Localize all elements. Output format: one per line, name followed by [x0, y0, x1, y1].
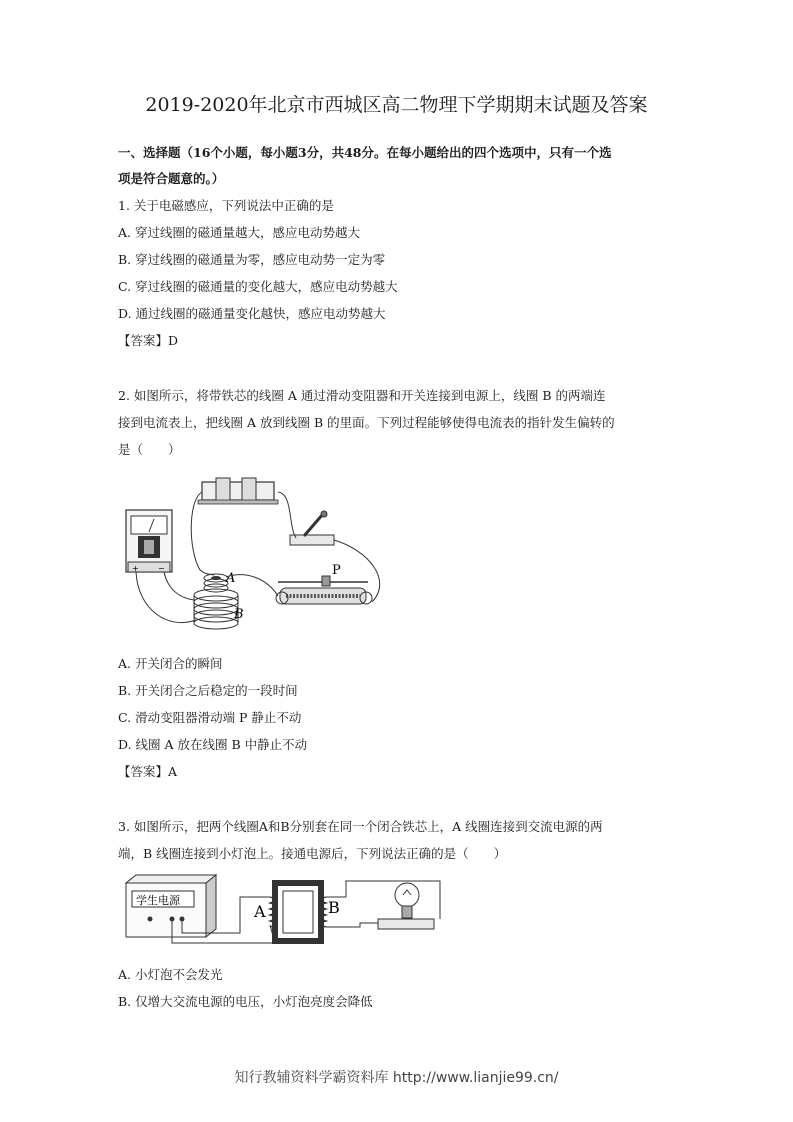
q2-stem-line3: 是（ ） — [118, 442, 181, 457]
coil-b-label: B — [328, 898, 340, 917]
q2-stem-line2: 接到电流表上，把线圈 A 放到线圈 B 的里面。下列过程能够使得电流表的指针发生偏转的 — [118, 415, 615, 430]
q3-stem-line2: 端，B 线圈连接到小灯泡上。接通电源后，下列说法正确的是（ ） — [118, 846, 507, 861]
q1-option-a: A. 穿过线圈的磁通量越大，感应电动势越大 — [118, 225, 360, 240]
q3-stem-line1: 3. 如图所示，把两个线圈A和B分别套在同一个闭合铁芯上，A 线圈连接到交流电源的两 — [118, 819, 603, 834]
q2-option-d: D. 线圈 A 放在线圈 B 中静止不动 — [118, 737, 308, 752]
coil-b — [194, 589, 238, 629]
q1-option-c: C. 穿过线圈的磁通量的变化越大，感应电动势越大 — [118, 279, 398, 294]
q1-option-b: B. 穿过线圈的磁通量为零，感应电动势一定为零 — [118, 252, 386, 267]
q2-answer: 【答案】A — [118, 764, 178, 779]
document-title: 2019-2020年北京市西城区高二物理下学期期末试题及答案 — [145, 94, 648, 116]
galvanometer — [126, 510, 172, 573]
q1-stem: 1. 关于电磁感应，下列说法中正确的是 — [118, 198, 334, 213]
q2-option-b: B. 开关闭合之后稳定的一段时间 — [118, 683, 298, 698]
section-heading-line2: 项是符合题意的。） — [118, 171, 225, 186]
coil-a-label: A — [226, 571, 236, 586]
coil-b-label: B — [234, 607, 244, 622]
footer-watermark: 知行教辅资料学霸资料库 http://www.lianjie99.cn/ — [234, 1070, 559, 1086]
section-heading-line1: 一、选择题（16个小题，每小题3分，共48分。在每小题给出的四个选项中，只有一个选 — [118, 145, 612, 160]
q1-option-d: D. 通过线圈的磁通量变化越快，感应电动势越大 — [118, 306, 386, 321]
power-source-box — [198, 478, 278, 504]
meter-minus-label: − — [158, 564, 165, 573]
q3-option-b: B. 仅增大交流电源的电压，小灯泡亮度会降低 — [118, 994, 373, 1009]
q2-option-a: A. 开关闭合的瞬间 — [118, 656, 223, 671]
meter-plus-label: + — [132, 564, 139, 573]
q3-transformer-figure — [120, 873, 450, 948]
iron-core — [275, 883, 321, 941]
sliding-rheostat — [276, 576, 372, 604]
slider-p-label: P — [332, 563, 341, 578]
knife-switch — [290, 511, 334, 545]
lamp — [378, 883, 434, 929]
q3-option-a: A. 小灯泡不会发光 — [118, 967, 223, 982]
student-power-supply — [126, 875, 216, 937]
q2-circuit-figure — [118, 470, 408, 645]
q2-stem-line1: 2. 如图所示，将带铁芯的线圈 A 通过滑动变阻器和开关连接到电源上，线圈 B 的两端连 — [118, 388, 606, 403]
q1-answer: 【答案】D — [118, 333, 179, 348]
power-supply-label: 学生电源 — [136, 894, 180, 907]
q2-option-c: C. 滑动变阻器滑动端 P 静止不动 — [118, 710, 302, 725]
coil-a-label: A — [254, 902, 266, 921]
